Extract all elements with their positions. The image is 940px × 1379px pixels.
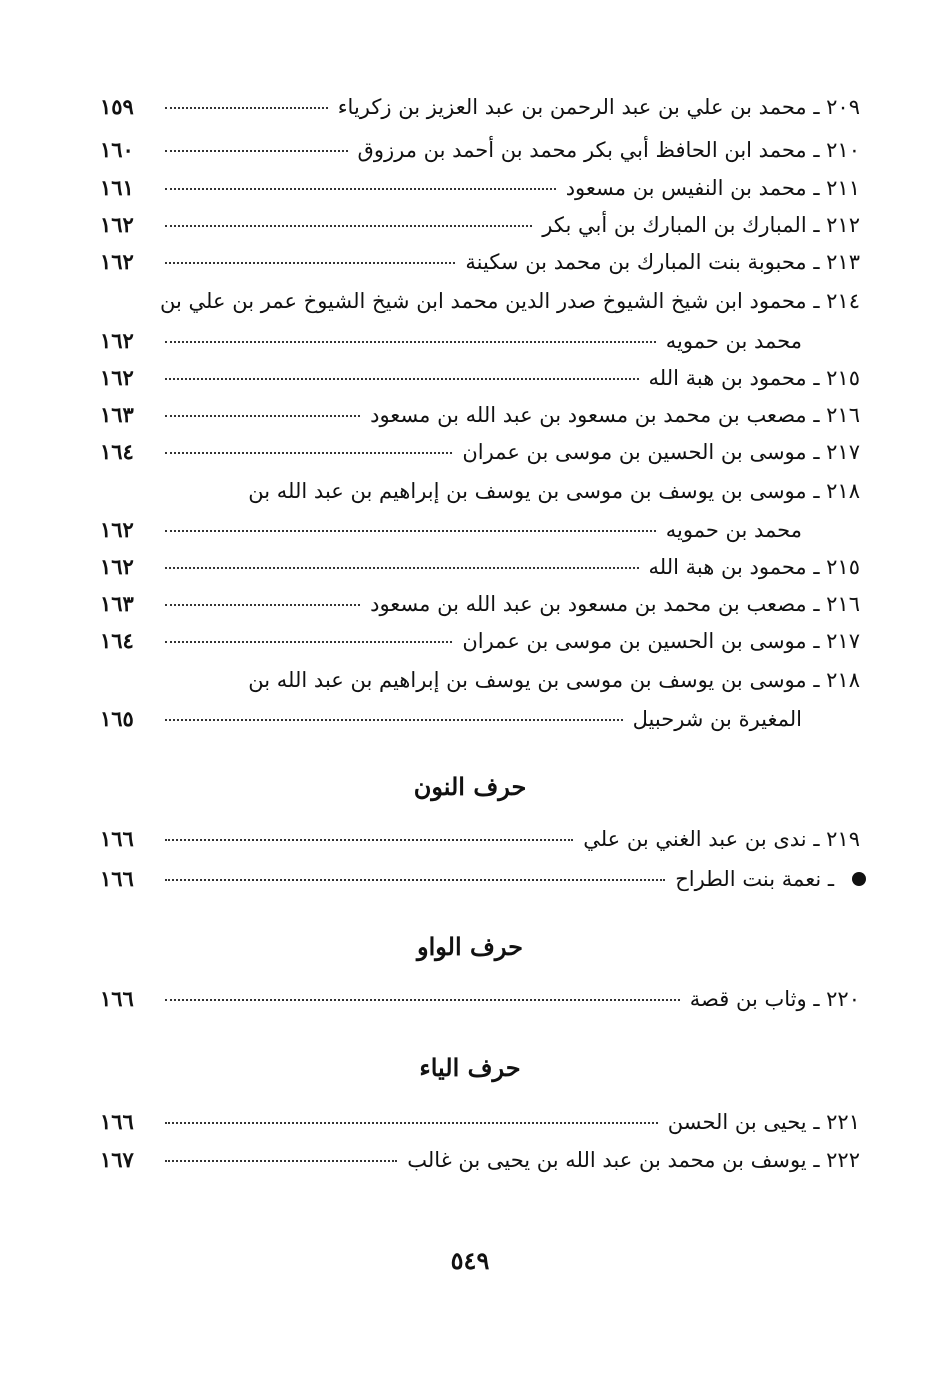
entry-title: ٢١١ ـ محمد بن النفيس بن مسعود [565,176,860,200]
dot-leader [165,719,623,721]
section-heading: حرف الياء [419,1053,521,1082]
entry-page: ١٦٦ [100,866,134,891]
entry-title: ٢١٠ ـ محمد ابن الحافظ أبي بكر محمد بن أحمد بن مرزوق [357,138,860,162]
dot-leader [165,341,656,343]
bullet-icon [852,872,866,886]
toc-entry [100,131,860,169]
toc-entry [100,206,860,244]
entry-title: ٢١٧ ـ موسى بن الحسين بن موسى بن عمران [462,629,860,653]
toc-entry [100,511,860,549]
entry-page: ١٦٠ [100,137,134,162]
dot-leader [165,1122,658,1124]
entry-title: ٢١٥ ـ محمود بن هبة الله [648,366,860,390]
dot-leader [165,604,360,606]
entry-page: ١٦٦ [100,1109,134,1134]
toc-entry [100,359,860,397]
entry-page: ١٦٣ [100,591,134,616]
toc-entry [100,322,860,360]
entry-title: ٢١٥ ـ محمود بن هبة الله [648,555,860,579]
toc-entry [100,585,860,623]
toc-entry [100,860,860,898]
entry-title: ٢٢٢ ـ يوسف بن محمد بن عبد الله بن يحيى بن غالب [407,1148,860,1172]
entry-page: ١٦٤ [100,439,134,464]
entry-title: المغيرة بن شرحبيل [632,707,802,731]
dot-leader [165,879,665,881]
entry-page: ١٦٢ [100,212,134,237]
entry-title: ٢٢١ ـ يحيى بن الحسن [667,1110,860,1134]
section-heading: حرف النون [413,772,527,801]
entry-title: ٢٢٠ ـ وثاب بن قصة [689,987,860,1011]
entry-title: ٢١٣ ـ محبوبة بنت المبارك بن محمد بن سكينة [465,250,860,274]
toc-entry [100,433,860,471]
dot-leader [165,452,452,454]
section-heading: حرف الواو [417,932,523,961]
entry-title: محمد بن حمويه [665,518,802,542]
entry-page: ١٦٦ [100,826,134,851]
dot-leader [165,567,639,569]
entry-title: ـ نعمة بنت الطراح [675,867,834,891]
entry-page: ١٦٦ [100,986,134,1011]
dot-leader [165,641,452,643]
entry-page: ١٥٩ [100,94,134,119]
entry-page: ١٦٤ [100,628,134,653]
dot-leader [165,188,556,190]
toc-entry [100,820,860,858]
toc-entry [100,1141,860,1179]
entry-title-line1: ٢١٨ ـ موسى بن يوسف بن موسى بن يوسف بن إبراهيم بن عبد الله بن [248,479,860,503]
entry-page: ١٦٢ [100,328,134,353]
dot-leader [165,378,639,380]
dot-leader [165,839,573,841]
entry-page: ١٦٢ [100,365,134,390]
toc-entry [100,243,860,281]
dot-leader [165,999,680,1001]
entry-page: ١٦٢ [100,249,134,274]
toc-entry [100,396,860,434]
entry-page: ١٦٢ [100,554,134,579]
entry-title: محمد بن حمويه [665,329,802,353]
toc-entry [100,622,860,660]
toc-entry [100,700,860,738]
toc-entry [100,980,860,1018]
entry-title: ٢١٢ ـ المبارك بن المبارك بن أبي بكر [542,213,860,237]
entry-page: ١٦١ [100,175,134,200]
dot-leader [165,225,532,227]
entry-title: ٢١٩ ـ ندى بن عبد الغني بن علي [583,827,860,851]
entry-title-line1: ٢١٨ ـ موسى بن يوسف بن موسى بن يوسف بن إبراهيم بن عبد الله بن [248,668,860,692]
dot-leader [165,262,455,264]
entry-page: ١٦٧ [100,1147,134,1172]
dot-leader [165,1160,397,1162]
entry-title: ٢٠٩ ـ محمد بن علي بن عبد الرحمن بن عبد العزيز بن زكرياء [337,95,860,119]
entry-page: ١٦٢ [100,517,134,542]
entry-title: ٢١٦ ـ مصعب بن محمد بن مسعود بن عبد الله بن مسعود [370,403,860,427]
entry-title-line1: ٢١٤ ـ محمود ابن شيخ الشيوخ صدر الدين محمد ابن شيخ الشيوخ عمر بن علي بن [160,289,860,313]
page-number: ٥٤٩ [450,1246,490,1275]
dot-leader [165,415,360,417]
toc-entry [100,1103,860,1141]
dot-leader [165,107,328,109]
toc-entry [100,88,860,126]
dot-leader [165,150,348,152]
toc-entry [100,548,860,586]
dot-leader [165,530,656,532]
entry-title: ٢١٧ ـ موسى بن الحسين بن موسى بن عمران [462,440,860,464]
entry-title: ٢١٦ ـ مصعب بن محمد بن مسعود بن عبد الله بن مسعود [370,592,860,616]
toc-entry [100,169,860,207]
entry-page: ١٦٥ [100,706,134,731]
entry-page: ١٦٣ [100,402,134,427]
